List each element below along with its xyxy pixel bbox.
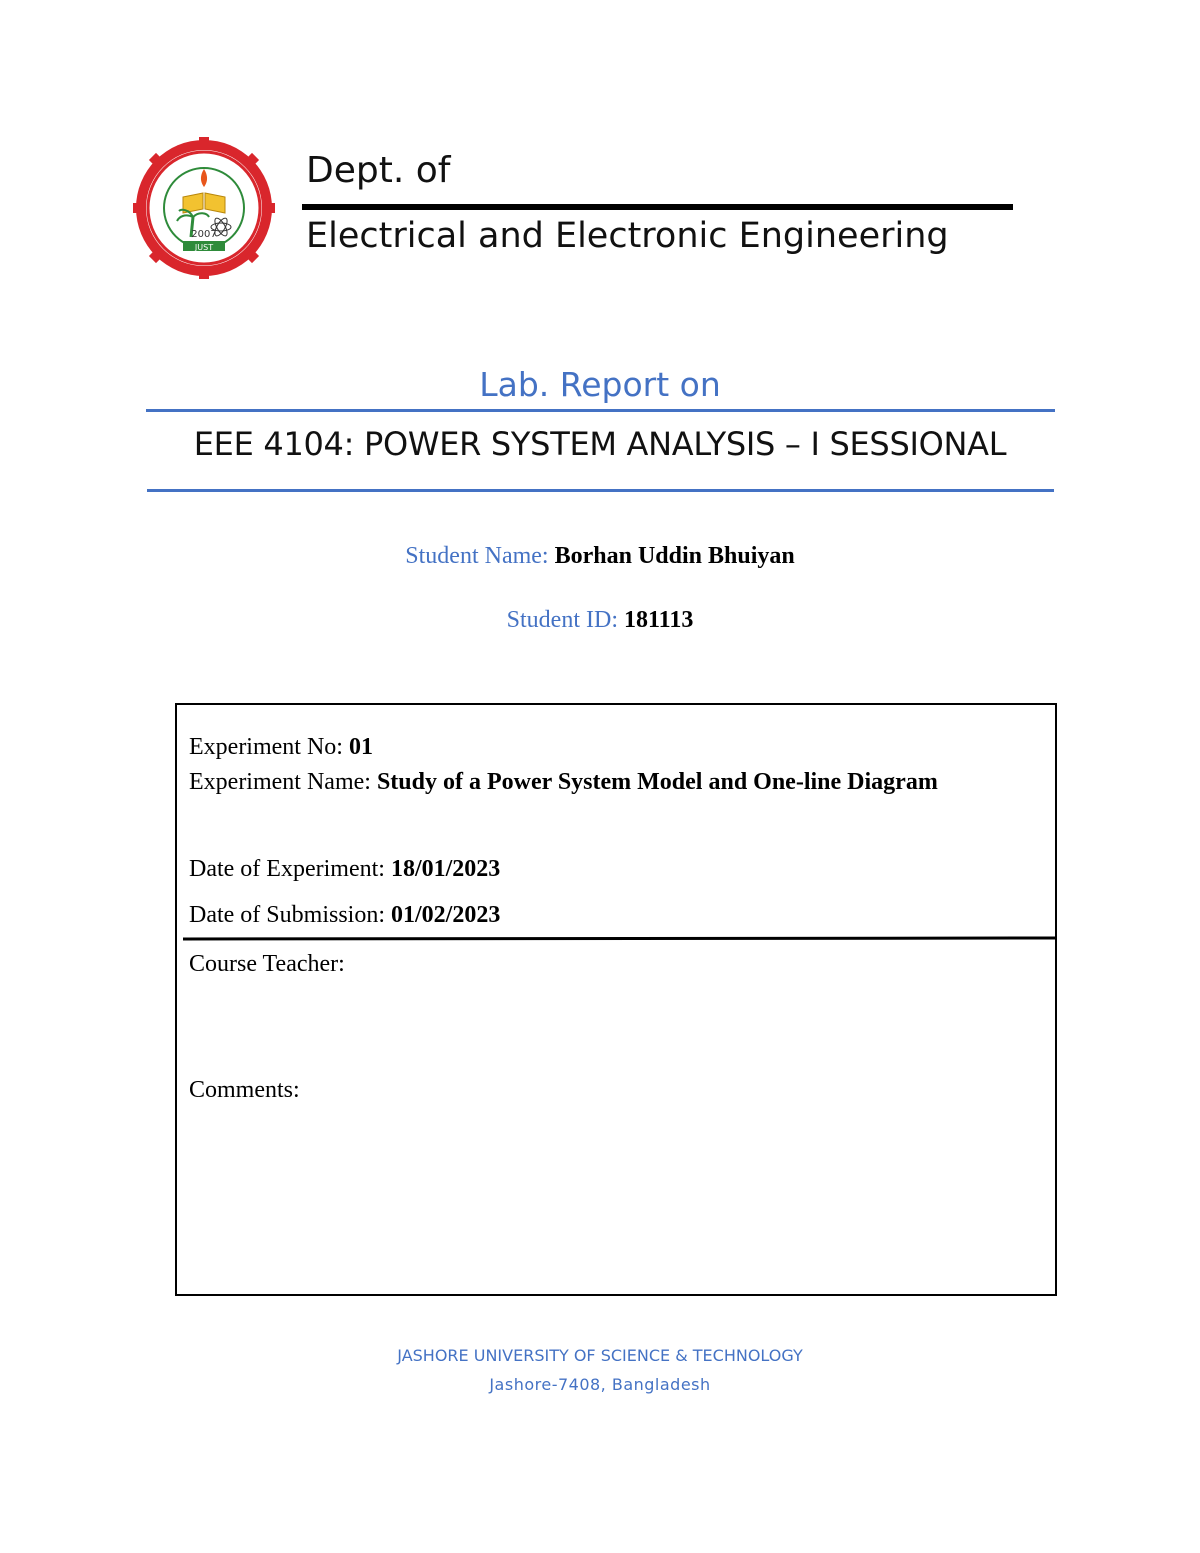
dept-prefix: Dept. of xyxy=(306,150,451,191)
submission-date-row xyxy=(189,902,500,929)
experiment-date-label: Date of Experiment: xyxy=(189,856,385,882)
svg-text:2007: 2007 xyxy=(191,229,217,240)
experiment-no-row xyxy=(189,734,373,761)
student-id-value: 181113 xyxy=(623,607,694,633)
student-name-label: Student Name: xyxy=(405,543,549,569)
course-title: EEE 4104: POWER SYSTEM ANALYSIS – I SESSIONAL xyxy=(193,425,1007,463)
course-teacher-row xyxy=(189,951,345,978)
footer-address: Jashore-7408, Bangladesh xyxy=(489,1375,711,1394)
comments-label: Comments: xyxy=(189,1077,300,1103)
university-seal-icon xyxy=(133,137,275,279)
experiment-name-value: Study of a Power System Model and One-line Diagram xyxy=(376,769,938,795)
course-teacher-label: Course Teacher: xyxy=(189,951,345,977)
header-divider xyxy=(302,204,1013,210)
student-name-value: Borhan Uddin Bhuiyan xyxy=(554,543,795,569)
student-name-line xyxy=(0,543,1200,570)
report-heading: Lab. Report on xyxy=(479,365,721,404)
experiment-name-label: Experiment Name: xyxy=(189,769,371,795)
svg-text:JUST: JUST xyxy=(194,243,214,252)
dept-name: Electrical and Electronic Engineering xyxy=(306,216,949,256)
experiment-no-label: Experiment No: xyxy=(189,734,343,760)
box-divider xyxy=(183,934,1055,944)
experiment-date-value: 18/01/2023 xyxy=(390,856,501,882)
student-id-line xyxy=(0,607,1200,634)
experiment-name-row xyxy=(189,769,938,796)
footer-university: JASHORE UNIVERSITY OF SCIENCE & TECHNOLOGY xyxy=(397,1346,803,1365)
experiment-info-box xyxy=(175,703,1057,1296)
experiment-no-value: 01 xyxy=(348,734,373,760)
comments-row xyxy=(189,1077,300,1104)
submission-date-value: 01/02/2023 xyxy=(391,902,501,928)
submission-date-label: Date of Submission: xyxy=(189,902,385,928)
experiment-date-row xyxy=(189,856,500,883)
title-top-rule xyxy=(146,409,1055,412)
student-id-label: Student ID: xyxy=(506,607,618,633)
title-bottom-rule xyxy=(147,489,1054,492)
